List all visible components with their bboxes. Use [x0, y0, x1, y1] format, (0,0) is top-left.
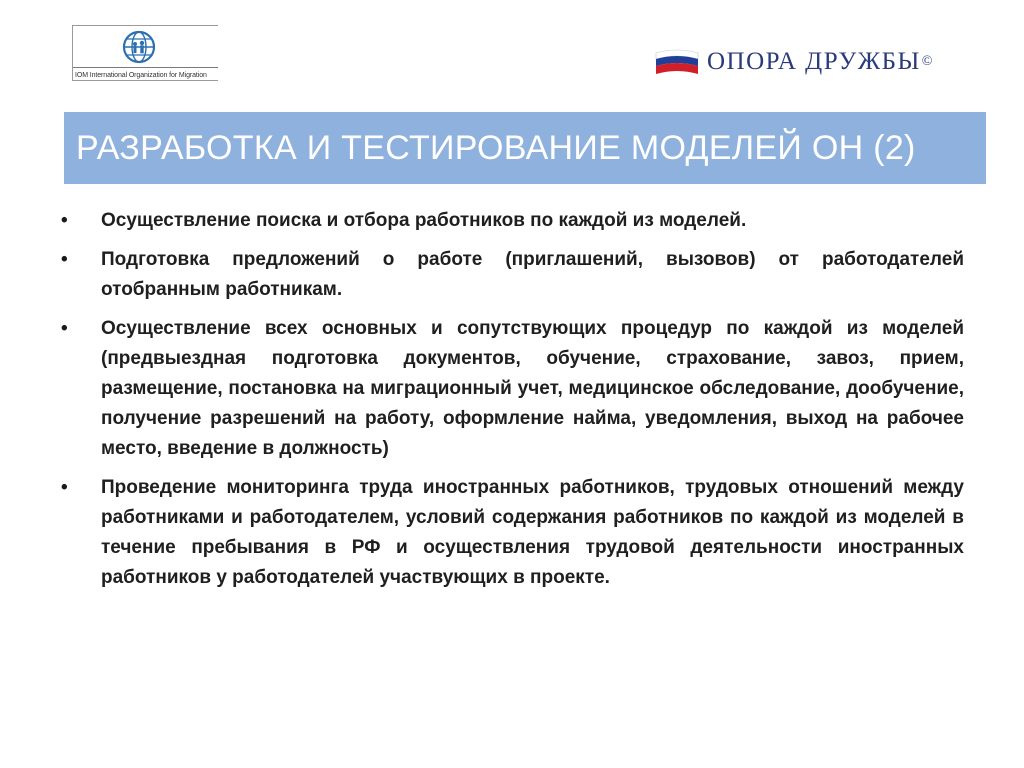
bullet-marker: •	[61, 477, 68, 498]
bullet-list	[60, 206, 964, 602]
title-banner	[64, 112, 986, 184]
russian-flag-icon	[655, 48, 699, 76]
bullet-item	[60, 206, 964, 236]
bullet-text: Осуществление поиска и отбора работников по каждой из моделей.	[101, 210, 747, 231]
page-title: РАЗРАБОТКА И ТЕСТИРОВАНИЕ МОДЕЛЕЙ ОН (2)	[76, 128, 916, 167]
bullet-item	[60, 314, 964, 464]
iom-logo-rule	[73, 67, 218, 68]
iom-caption: IOM International Organization for Migration	[75, 72, 207, 79]
bullet-marker: •	[61, 249, 68, 270]
iom-logo	[72, 25, 218, 81]
bullet-marker: •	[61, 318, 68, 339]
bullet-text: Осуществление всех основных и сопутствующих процедур по каждой из моделей (предвыездная подготовка документов, обучение, страхование, завоз, прием, размещение, постановка на миграционный учет, медицинское обследование, дообучение, получение разрешений на работу, оформление найма, уведомления, выход на рабочее место, введение в должность)	[101, 318, 964, 459]
iom-globe-icon	[121, 29, 157, 65]
bullet-marker: •	[61, 210, 68, 231]
bullet-item	[60, 473, 964, 593]
opora-name: ОПОРА ДРУЖБЫ	[707, 48, 921, 75]
copyright-mark: ©	[921, 54, 933, 69]
bullet-text: Проведение мониторинга труда иностранных работников, трудовых отношений между работниками и работодателем, условий содержания работников по каждой из моделей в течение пребывания в РФ и осуществления трудовой деятельности иностранных работников у работодателей участвующих в проекте.	[101, 477, 964, 588]
bullet-item	[60, 245, 964, 305]
opora-druzhby-logo	[655, 44, 932, 80]
bullet-text: Подготовка предложений о работе (приглашений, вызовов) от работодателей отобранным работникам.	[101, 249, 964, 300]
